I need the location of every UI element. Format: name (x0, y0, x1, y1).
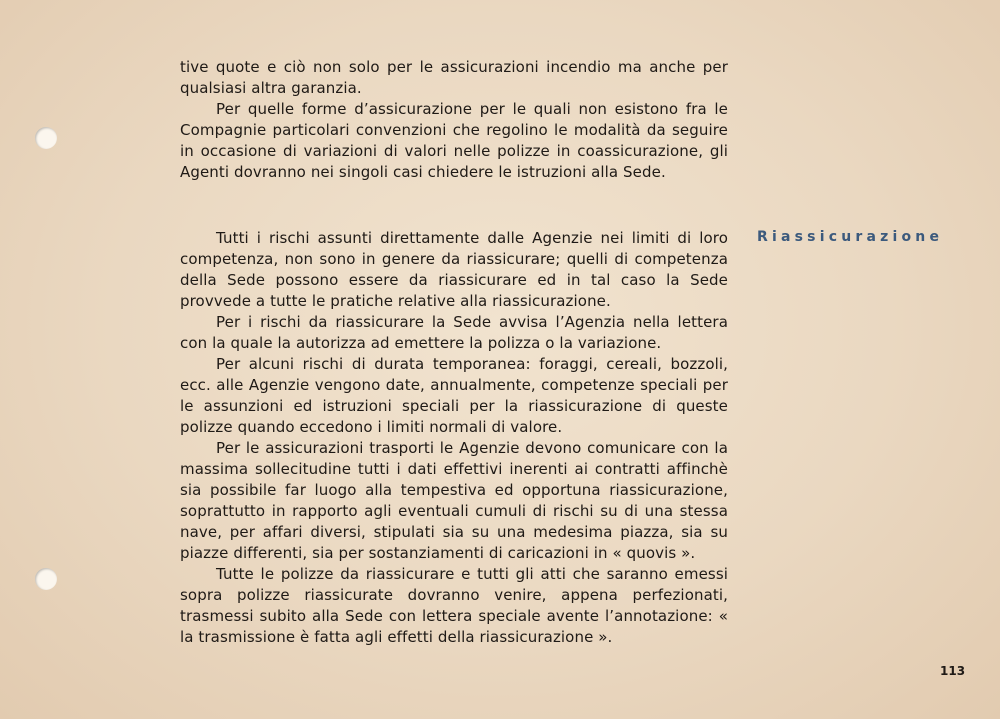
binder-hole-bottom (35, 568, 57, 590)
variations-paragraph: Per quelle forme d’assicurazione per le quali non esistono fra le Compagnie particolari convenzioni che regolino le modalità da seguire in occasione di variazioni di valori nelle polizze in coassicurazione, gli Agenti dovranno nei singoli casi chiedere le istruzioni alla Sede. (180, 100, 728, 181)
continuation-paragraph: tive quote e ciò non solo per le assicurazioni incendio ma anche per qualsiasi altra garanzia. (180, 58, 728, 97)
reinsurance-paragraph-2: Per i rischi da riassicurare la Sede avvisa l’Agenzia nella lettera con la quale la autorizza ad emettere la polizza o la variazione. (180, 313, 728, 352)
reinsurance-text-block (180, 228, 728, 648)
binder-hole-top (35, 127, 57, 149)
reinsurance-paragraph-5: Tutte le polizze da riassicurare e tutti gli atti che saranno emessi sopra polizze riassicurate dovranno venire, appena perfezionati, trasmessi subito alla Sede con lettera speciale avente l’annotazione: « la trasmissione è fatta agli effetti della riassicurazione ». (180, 565, 728, 646)
reinsurance-paragraph-1: Tutti i rischi assunti direttamente dalle Agenzie nei limiti di loro competenza, non sono in genere da riassicurare; quelli di competenza della Sede possono essere da riassicurare ed in tal caso la Sede provvede a tutte le pratiche relative alla riassicurazione. (180, 229, 728, 310)
intro-text-block (180, 57, 728, 183)
page-number: 113 (940, 664, 966, 678)
reinsurance-paragraph-3: Per alcuni rischi di durata temporanea: foraggi, cereali, bozzoli, ecc. alle Agenzie vengono date, annualmente, competenze speciali per le assunzioni ed istruzioni speciali per la riassicurazione di queste polizze quando eccedono i limiti normali di valore. (180, 355, 728, 436)
section-heading-riassicurazione: Riassicurazione (757, 229, 944, 245)
reinsurance-paragraph-4: Per le assicurazioni trasporti le Agenzie devono comunicare con la massima sollecitudine tutti i dati effettivi inerenti ai contratti affinchè sia possibile far luogo alla tempestiva ed opportuna riassicurazione, soprattutto in rapporto agli eventuali cumuli di rischi su di una stessa nave, per affari diversi, stipulati sia su una medesima piazza, sia su piazze differenti, sia per sostanziamenti di caricazioni in « quovis ». (180, 439, 728, 562)
